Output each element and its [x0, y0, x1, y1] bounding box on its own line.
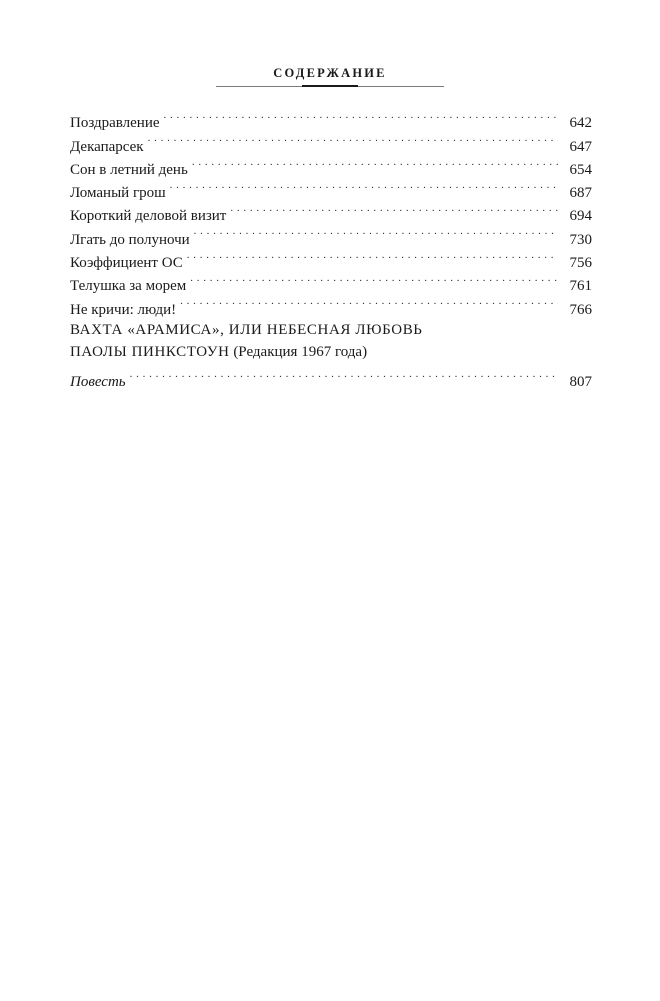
novel-subtitle-row	[70, 363, 592, 391]
novel-title-line2	[70, 341, 592, 363]
toc-leader-dots	[164, 104, 558, 127]
toc-entry-page: 756	[569, 255, 592, 272]
toc-entry-title: Не кричи: люди!	[70, 301, 177, 318]
novel-entry[interactable]	[70, 319, 592, 391]
novel-subtitle: Повесть	[70, 374, 126, 391]
toc-leader-dots	[130, 363, 558, 386]
toc-leader-dots	[170, 174, 558, 197]
toc-entry-page: 642	[569, 115, 592, 132]
toc-leader-dots	[194, 220, 558, 243]
running-header	[70, 66, 590, 81]
toc-leader-dots	[230, 197, 558, 220]
toc-entry[interactable]	[70, 151, 592, 178]
toc-entry[interactable]	[70, 127, 592, 155]
toc-entry-title: Коэффициент ОС	[70, 255, 183, 272]
toc-entry-title: Сон в летний день	[70, 161, 188, 178]
novel-title-line1: ВАХТА «АРАМИСА», ИЛИ НЕБЕСНАЯ ЛЮБОВЬ	[70, 322, 423, 338]
page-title: СОДЕРЖАНИЕ	[273, 66, 387, 80]
toc-entry-title: Телушка за морем	[70, 278, 187, 295]
toc-entry-page: 761	[569, 278, 592, 295]
toc-entry-page: 647	[569, 138, 592, 155]
novel-edition-note: (Редакция 1967 года)	[233, 344, 368, 360]
novel-title-caps: ПАОЛЫ ПИНКСТОУН	[70, 344, 230, 360]
toc-entry-page: 694	[569, 208, 592, 225]
table-of-contents	[70, 104, 592, 318]
toc-entry-page: 687	[569, 185, 592, 202]
toc-leader-dots	[187, 244, 558, 267]
toc-entry-page: 730	[569, 231, 592, 248]
toc-entry-title: Ломаный грош	[70, 185, 166, 202]
toc-entry-title: Короткий деловой визит	[70, 208, 227, 225]
toc-entry-page: 766	[569, 301, 592, 318]
toc-entry[interactable]	[70, 104, 592, 132]
toc-leader-dots	[190, 267, 558, 290]
header-rule-accent	[302, 85, 358, 87]
toc-leader-dots	[148, 127, 558, 150]
novel-page: 807	[569, 374, 592, 391]
toc-entry-title: Лгать до полуночи	[70, 231, 190, 248]
toc-entry-page: 654	[569, 161, 592, 178]
toc-leader-dots	[180, 290, 558, 313]
toc-leader-dots	[192, 151, 558, 174]
toc-entry-title: Поздравление	[70, 115, 160, 132]
toc-entry-title: Декапарсек	[70, 138, 144, 155]
